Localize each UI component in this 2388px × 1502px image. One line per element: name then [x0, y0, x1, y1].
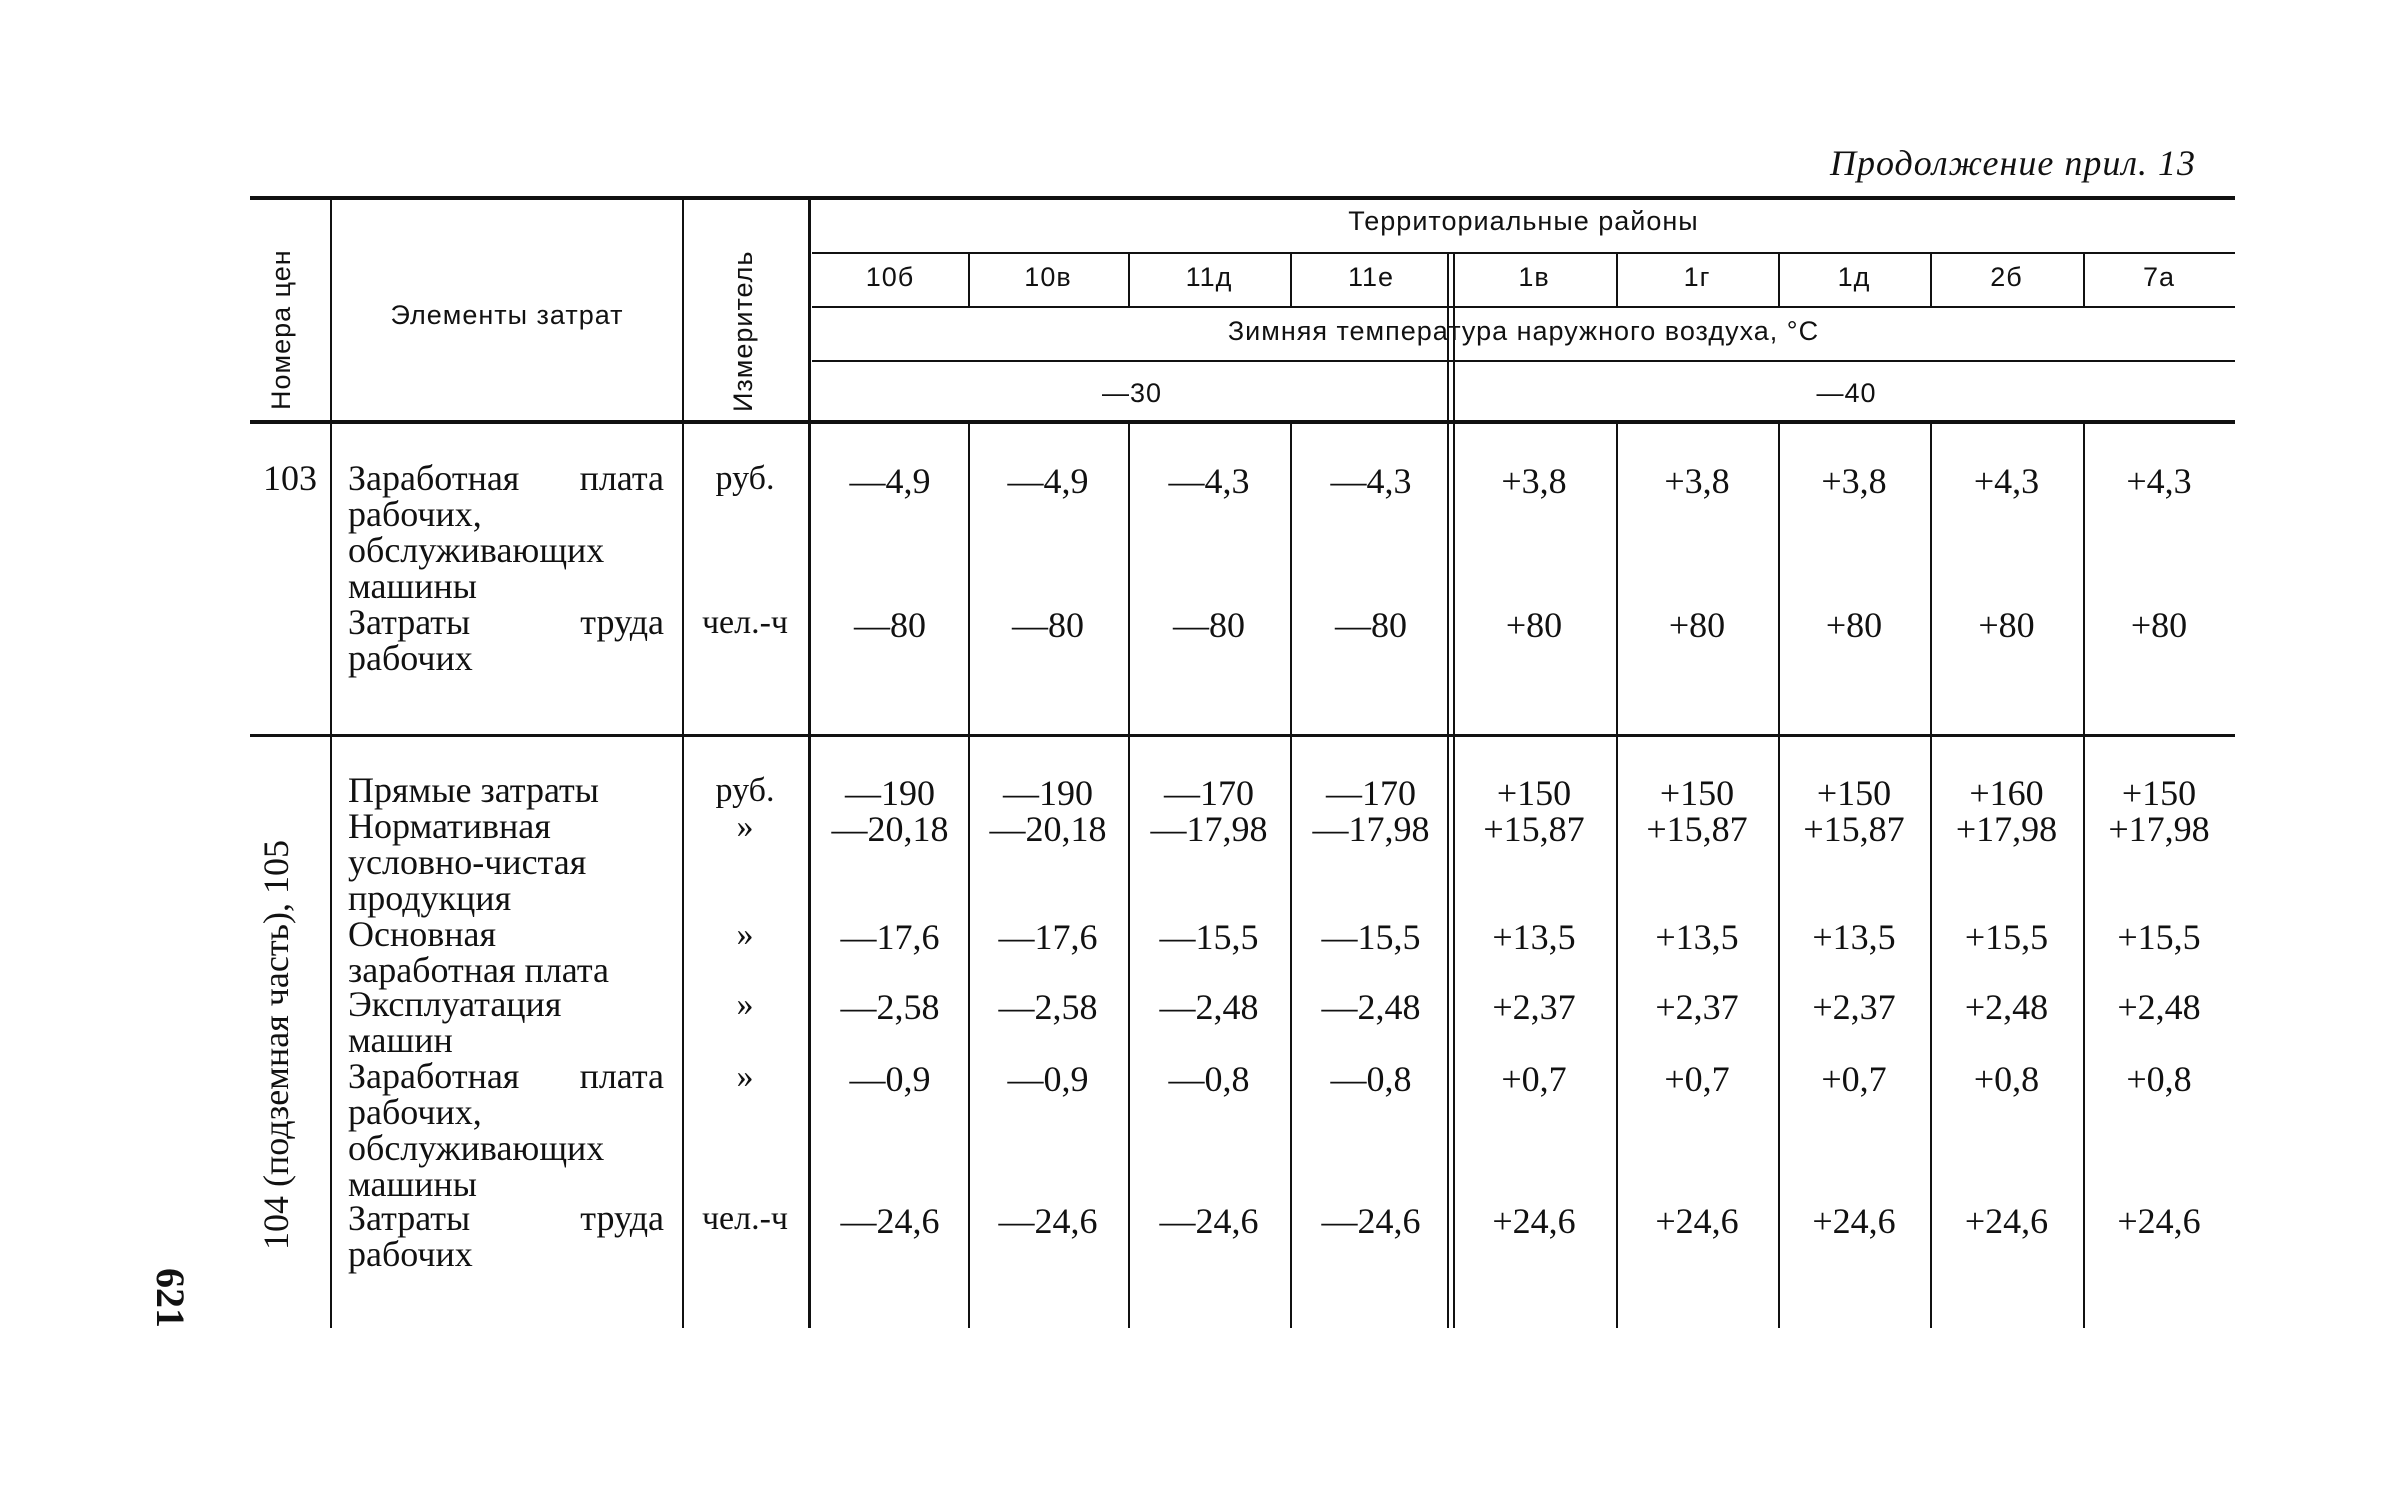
value-cell: —190 [845, 773, 935, 813]
value-cell: —0,8 [1168, 1059, 1250, 1099]
value-cell: —4,3 [1330, 461, 1412, 501]
value-cell: —24,6 [998, 1201, 1098, 1241]
value-cell: +2,37 [1655, 987, 1739, 1027]
cost-element-label: Прямые затраты [348, 770, 599, 810]
value-cell: +13,5 [1812, 917, 1896, 957]
value-cell: +80 [1668, 605, 1726, 645]
unit-cell: чел.-ч [701, 604, 789, 641]
value-cell: —80 [1173, 605, 1245, 645]
value-cell: —80 [1012, 605, 1084, 645]
value-cell: —15,5 [1159, 917, 1259, 957]
value-cell: +150 [1816, 773, 1892, 813]
value-cell: +0,7 [1664, 1059, 1730, 1099]
value-cell: +80 [1978, 605, 2035, 645]
value-cell: —17,98 [1312, 809, 1430, 849]
value-cell: +2,37 [1492, 987, 1576, 1027]
value-cell: +24,6 [1812, 1201, 1896, 1241]
temp-group-minus40: —40 [1816, 378, 1877, 408]
region-col-line-5 [1616, 254, 1618, 308]
cost-element-label: Основная заработная плата [348, 914, 609, 990]
value-cell: —17,98 [1150, 809, 1268, 849]
value-cell: —170 [1326, 773, 1416, 813]
value-cell: —80 [854, 605, 926, 645]
value-cell: +80 [1505, 605, 1563, 645]
unit-cell: » [736, 808, 754, 845]
value-cell: +150 [1496, 773, 1572, 813]
value-cell: +0,8 [1973, 1059, 2040, 1099]
region-header-3: 11е [1347, 262, 1395, 292]
region-header-6: 1д [1837, 262, 1871, 292]
value-cell: +0,8 [2126, 1059, 2192, 1099]
table-top-rule [250, 196, 2235, 200]
cost-element-label: Эксплуатация машин [348, 984, 562, 1060]
value-cell: —0,9 [1007, 1059, 1089, 1099]
value-cell: +150 [1659, 773, 1735, 813]
value-cell: +4,3 [2126, 461, 2192, 501]
price-numbers-header: Номера цен [266, 249, 296, 410]
value-cell: +15,87 [1646, 809, 1748, 849]
value-cell: —15,5 [1321, 917, 1421, 957]
value-cell: +15,5 [2117, 917, 2201, 957]
value-cell: +80 [2130, 605, 2188, 645]
cost-elements-header: Элементы затрат [390, 300, 624, 330]
region-col-line-2 [1128, 424, 1130, 1328]
value-cell: —24,6 [1159, 1201, 1259, 1241]
section-divider-rule [250, 734, 2235, 737]
value-cell: —17,6 [840, 917, 940, 957]
cost-element-label: Нормативная условно-чистая продукция [348, 806, 587, 918]
value-cell: —17,6 [998, 917, 1098, 957]
unit-cell: чел.-ч [701, 1200, 789, 1237]
value-cell: —0,9 [849, 1059, 931, 1099]
cost-element-label: Затраты труда рабочих [348, 602, 664, 678]
value-cell: +17,98 [1955, 809, 2058, 849]
value-cell: —0,8 [1330, 1059, 1412, 1099]
cost-element-label: Заработная плата рабочих, обслуживающих машины [348, 1056, 664, 1204]
unit-header: Измеритель [728, 250, 758, 412]
value-cell: +80 [1825, 605, 1883, 645]
value-cell: —2,48 [1321, 987, 1421, 1027]
cost-element-label: Затраты труда рабочих [348, 1198, 664, 1274]
value-cell: +0,7 [1821, 1059, 1887, 1099]
value-cell: +0,7 [1501, 1059, 1567, 1099]
region-col-line-8 [2083, 424, 2085, 1328]
region-col-line-3 [1290, 254, 1292, 308]
unit-cell: » [736, 1058, 754, 1095]
value-cell: +3,8 [1501, 461, 1567, 501]
col-line-1 [330, 198, 332, 1328]
region-header-2: 11д [1185, 262, 1233, 292]
page-number: 621 [148, 1268, 193, 1328]
region-header-5: 1г [1683, 262, 1711, 292]
value-cell: —20,18 [831, 809, 949, 849]
value-cell: +24,6 [1655, 1201, 1739, 1241]
section-103-number: 103 [263, 458, 317, 498]
value-cell: +24,6 [1492, 1201, 1576, 1241]
value-cell: —2,48 [1159, 987, 1259, 1027]
value-cell: +160 [1969, 773, 2044, 813]
region-col-line-1 [968, 254, 970, 308]
region-col-line-7 [1930, 424, 1932, 1328]
value-cell: —170 [1164, 773, 1254, 813]
region-header-0: 10б [865, 262, 915, 292]
value-cell: +15,87 [1803, 809, 1905, 849]
value-cell: +4,3 [1973, 461, 2040, 501]
winter-temp-header: Зимняя температура наружного воздуха, °С [1227, 316, 1820, 346]
region-col-line-2 [1128, 254, 1130, 308]
value-cell: —24,6 [840, 1201, 940, 1241]
temp-group-minus30: —30 [1101, 378, 1163, 408]
value-cell: —4,9 [849, 461, 931, 501]
value-cell: —20,18 [989, 809, 1107, 849]
unit-cell: » [736, 986, 754, 1023]
header-bottom-rule [250, 420, 2235, 424]
value-cell: —4,3 [1168, 461, 1250, 501]
regions-bottom-rule [812, 306, 2235, 308]
region-header-4: 1в [1518, 262, 1550, 292]
region-col-line-7 [1930, 254, 1932, 308]
value-cell: +2,48 [2117, 987, 2201, 1027]
value-cell: —2,58 [840, 987, 940, 1027]
value-cell: —4,9 [1007, 461, 1089, 501]
region-col-line-6 [1778, 424, 1780, 1328]
unit-cell: руб. [715, 460, 775, 497]
value-cell: —80 [1335, 605, 1407, 645]
value-cell: +3,8 [1664, 461, 1730, 501]
unit-cell: руб. [715, 772, 775, 809]
value-cell: +2,37 [1812, 987, 1896, 1027]
region-col-line-8 [2083, 254, 2085, 308]
col-line-3 [808, 198, 811, 1328]
cost-element-label: Заработная плата рабочих, обслуживающих машины [348, 458, 664, 606]
value-cell: +2,48 [1964, 987, 2049, 1027]
region-col-line-6 [1778, 254, 1780, 308]
value-cell: +24,6 [1964, 1201, 2049, 1241]
value-cell: +13,5 [1655, 917, 1739, 957]
value-cell: +15,5 [1964, 917, 2049, 957]
value-cell: +3,8 [1821, 461, 1887, 501]
value-cell: +13,5 [1492, 917, 1576, 957]
table-caption: Продолжение прил. 13 [1830, 143, 2197, 183]
value-cell: —24,6 [1321, 1201, 1421, 1241]
temp-bottom-rule [812, 360, 2235, 362]
region-header-7: 2б [1990, 262, 2023, 292]
region-col-line-1 [968, 424, 970, 1328]
col-line-2 [682, 198, 684, 1328]
value-cell: —2,58 [998, 987, 1098, 1027]
territorial-regions-header: Территориальные районы [1348, 206, 1699, 236]
region-col-line-3 [1290, 424, 1292, 1328]
value-cell: +17,98 [2108, 809, 2210, 849]
region-header-1: 10в [1024, 262, 1072, 292]
unit-cell: » [736, 916, 754, 953]
value-cell: +150 [2121, 773, 2197, 813]
value-cell: +24,6 [2117, 1201, 2201, 1241]
value-cell: —190 [1003, 773, 1093, 813]
region-col-line-5 [1616, 424, 1618, 1328]
section-104-105-number: 104 (подземная часть), 105 [256, 840, 296, 1250]
value-cell: +15,87 [1483, 809, 1585, 849]
region-header-8: 7а [2142, 262, 2176, 292]
regions-top-rule [812, 252, 2235, 254]
